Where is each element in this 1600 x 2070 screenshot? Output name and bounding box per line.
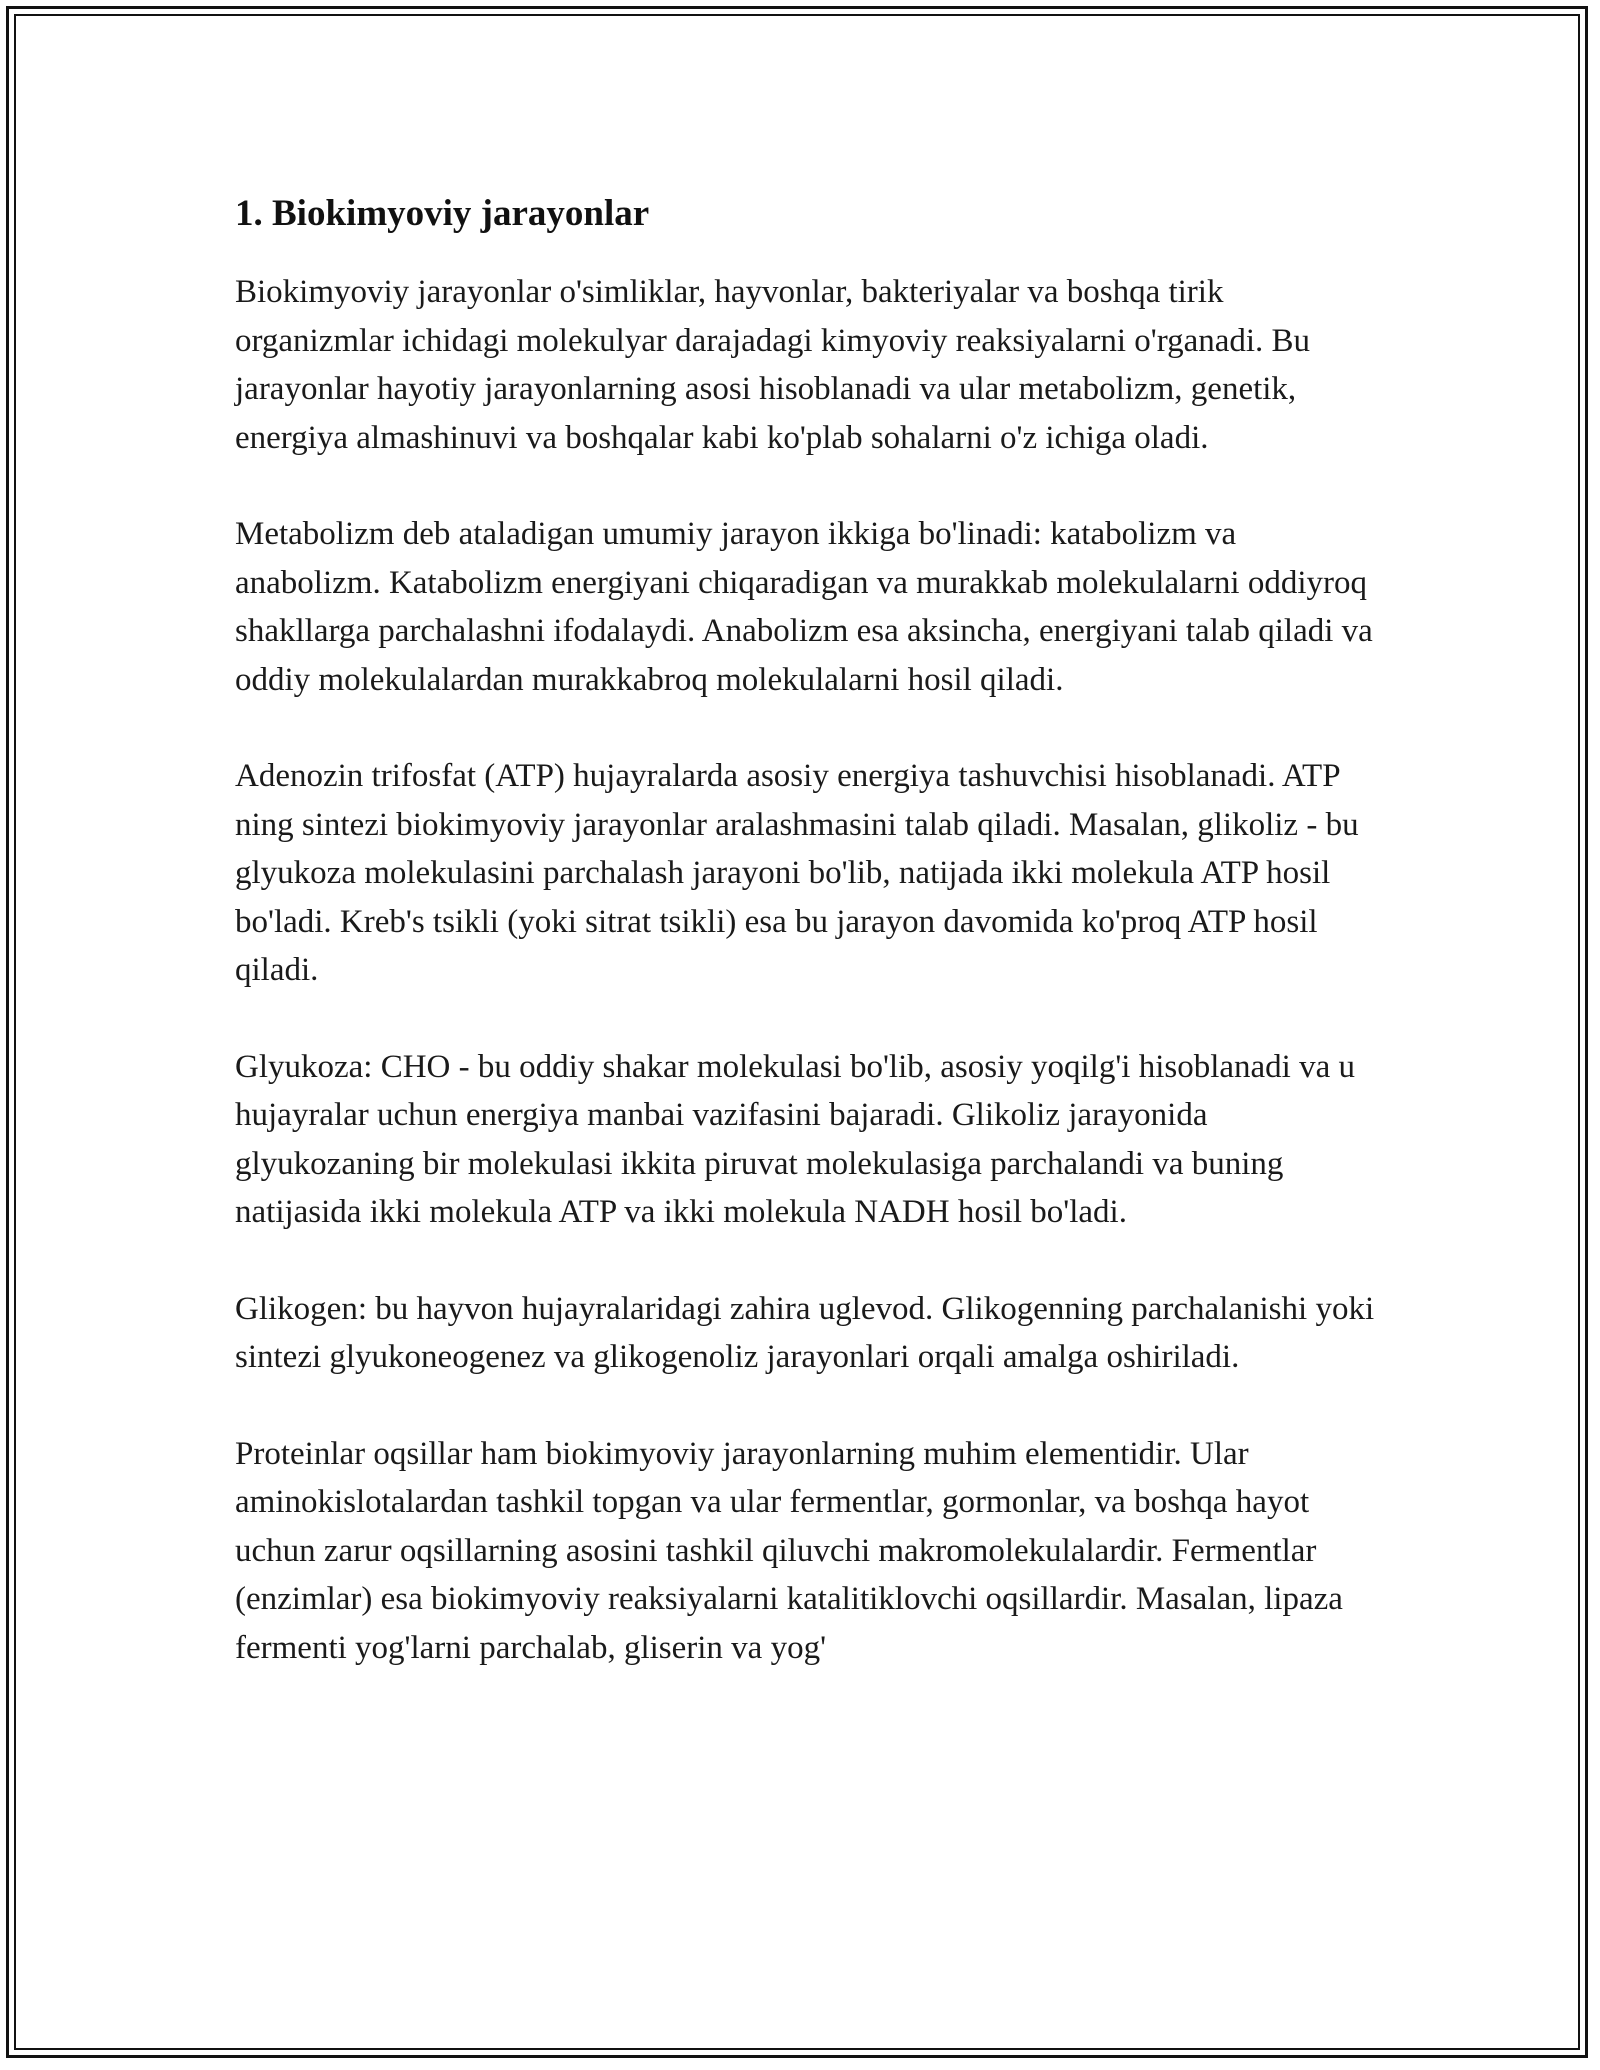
paragraph-intro: Biokimyoviy jarayonlar o'simliklar, hayvonlar, bakteriyalar va boshqa tirik organizmlar ichidagi molekulyar darajadagi kimyoviy reaksiyalarni o'rganadi. Bu jarayonlar hayotiy jarayonlarning asosi hisoblanadi va ular metabolizm, genetik, energiya almashinuvi va boshqalar kabi ko'plab sohalarni o'z ichiga oladi. bbox=[235, 274, 1311, 456]
paragraph-atp: Adenozin trifosfat (ATP) hujayralarda asosiy energiya tashuvchisi hisoblanadi. ATP ning sintezi biokimyoviy jarayonlar aralashmasini talab qiladi. Masalan, glikoliz - bu glyukoza molekulasini parchalash jarayoni bo'lib, natijada ikki molekula ATP hosil bo'ladi. Kreb's tsikli (yoki sitrat tsikli) esa bu jarayon davomida ko'proq ATP hosil qiladi. bbox=[235, 758, 1359, 988]
section-heading: 1. Biokimyoviy jarayonlar bbox=[235, 193, 650, 234]
paragraph-glycogen: Glikogen: bu hayvon hujayralaridagi zahira uglevod. Glikogenning parchalanishi yoki sintezi glyukoneogenez va glikogenoliz jarayonlari orqali amalga oshiriladi. bbox=[235, 1290, 1375, 1375]
document-body bbox=[235, 186, 1375, 1720]
paragraph-glucose: Glyukoza: CHO - bu oddiy shakar molekulasi bo'lib, asosiy yoqilg'i hisoblanadi va u hujayralar uchun energiya manbai vazifasini bajaradi. Glikoliz jarayonida glyukozaning bir molekulasi ikkita piruvat molekulasiga parchalandi va buning natijasida ikki molekula ATP va ikki molekula NADH hosil bo'ladi. bbox=[235, 1048, 1356, 1230]
paragraph-metabolism: Metabolizm deb ataladigan umumiy jarayon ikkiga bo'linadi: katabolizm va anabolizm. Katabolizm energiyani chiqaradigan va murakkab molekulalarni oddiyroq shakllarga parchalashni ifodalaydi. Anabolizm esa aksincha, energiyani talab qiladi va oddiy molekulalardan murakkabroq molekulalarni hosil qiladi. bbox=[235, 516, 1373, 698]
paragraph-proteins: Proteinlar oqsillar ham biokimyoviy jarayonlarning muhim elementidir. Ular aminokislotalardan tashkil topgan va ular fermentlar, gormonlar, va boshqa hayot uchun zarur oqsillarning asosini tashkil qiluvchi makromolekulalardir. Fermentlar (enzimlar) esa biokimyoviy reaksiyalarni katalitiklovchi oqsillardir. Masalan, lipaza fermenti yog'larni parchalab, gliserin va yog' bbox=[235, 1435, 1343, 1666]
